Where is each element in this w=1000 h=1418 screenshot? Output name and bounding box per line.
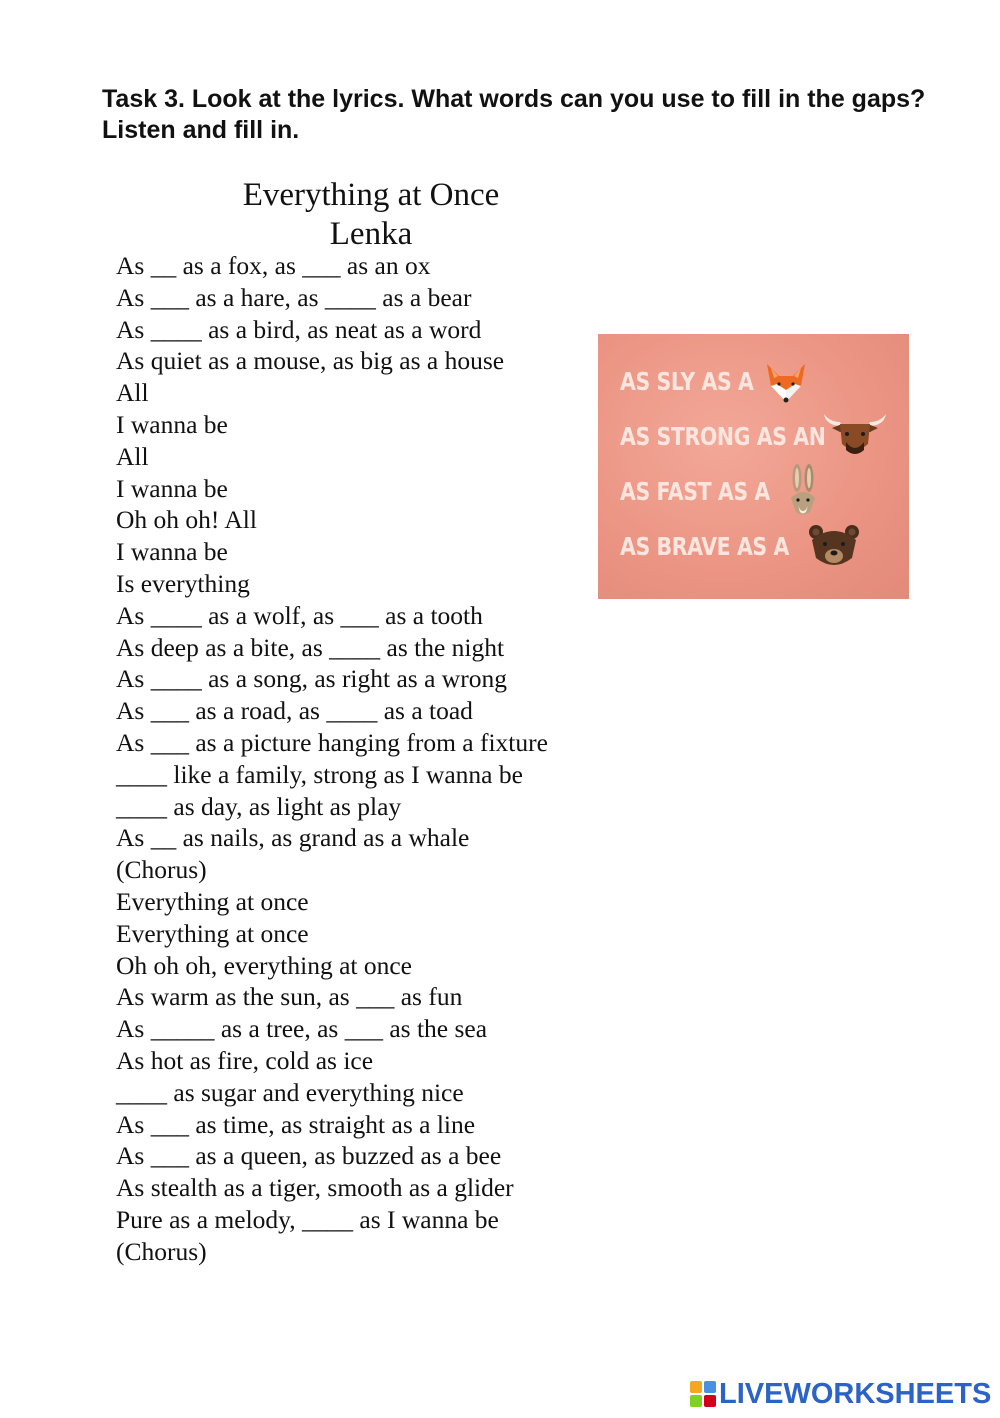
lyric-line: As ___ as a hare, as ____ as a bear <box>116 282 472 312</box>
lyric-line: Pure as a melody, ____ as I wanna be <box>116 1204 499 1234</box>
animal-similes-picture <box>598 334 909 599</box>
liveworksheets-mark-icon <box>690 1381 716 1407</box>
lyric-line: Everything at once <box>116 886 309 916</box>
picture-line-strong: AS STRONG AS AN <box>620 422 826 451</box>
lyric-line: As ___ as a road, as ____ as a toad <box>116 696 473 726</box>
lyric-line: Is everything <box>116 568 250 598</box>
lyric-line: As _____ as a tree, as ___ as the sea <box>116 1014 488 1044</box>
lyric-line: As stealth as a tiger, smooth as a glider <box>116 1173 514 1203</box>
picture-line-brave: AS BRAVE AS A <box>620 532 789 561</box>
liveworksheets-logo <box>690 1376 991 1412</box>
lyric-line: As ___ as a picture hanging from a fixture <box>116 727 548 757</box>
picture-line-sly: AS SLY AS A <box>620 367 754 396</box>
bear-icon <box>806 522 862 570</box>
lyric-line: As ___ as a queen, as buzzed as a bee <box>116 1141 502 1171</box>
lyric-line: As quiet as a mouse, as big as a house <box>116 346 505 376</box>
lyric-line: (Chorus) <box>116 1236 207 1266</box>
lyric-line: Everything at once <box>116 918 309 948</box>
lyric-line: Oh oh oh, everything at once <box>116 950 413 980</box>
task-instruction: Task 3. Look at the lyrics. What words can you use to fill in the gaps? Listen and fill in. <box>102 85 926 144</box>
lyric-line: As ____ as a wolf, as ___ as a tooth <box>116 600 483 630</box>
lyric-line: As warm as the sun, as ___ as fun <box>116 982 463 1012</box>
lyric-line: As ____ as a bird, as neat as a word <box>116 314 482 344</box>
song-title: Everything at Once <box>242 177 500 213</box>
song-artist: Lenka <box>329 216 413 252</box>
lyric-line: ____ like a family, strong as I wanna be <box>116 759 523 789</box>
lyric-line: As ___ as time, as straight as a line <box>116 1109 476 1139</box>
lyric-line: Oh oh oh! All <box>116 505 257 535</box>
lyric-line: As __ as a fox, as ___ as an ox <box>116 251 431 280</box>
lyric-line: I wanna be <box>116 409 228 439</box>
lyric-line: As ____ as a song, as right as a wrong <box>116 664 507 694</box>
lyric-line: As deep as a bite, as ____ as the night <box>116 632 505 662</box>
lyric-line: All <box>116 441 149 471</box>
fox-icon <box>763 362 809 406</box>
picture-line-fast: AS FAST AS A <box>620 477 770 506</box>
lyrics-list <box>116 250 616 1268</box>
brand-name: LIVEWORKSHEETS <box>719 1377 992 1410</box>
lyric-line: As hot as fire, cold as ice <box>116 1045 374 1075</box>
lyric-line: I wanna be <box>116 537 228 567</box>
lyric-line: (Chorus) <box>116 855 207 885</box>
lyric-line: ____ as sugar and everything nice <box>116 1077 464 1107</box>
lyric-line: ____ as day, as light as play <box>116 791 402 821</box>
lyric-line: I wanna be <box>116 473 228 503</box>
lyric-line: All <box>116 378 149 408</box>
hare-icon <box>786 464 820 518</box>
lyric-line: As __ as nails, as grand as a whale <box>116 823 470 853</box>
ox-icon <box>820 410 890 460</box>
